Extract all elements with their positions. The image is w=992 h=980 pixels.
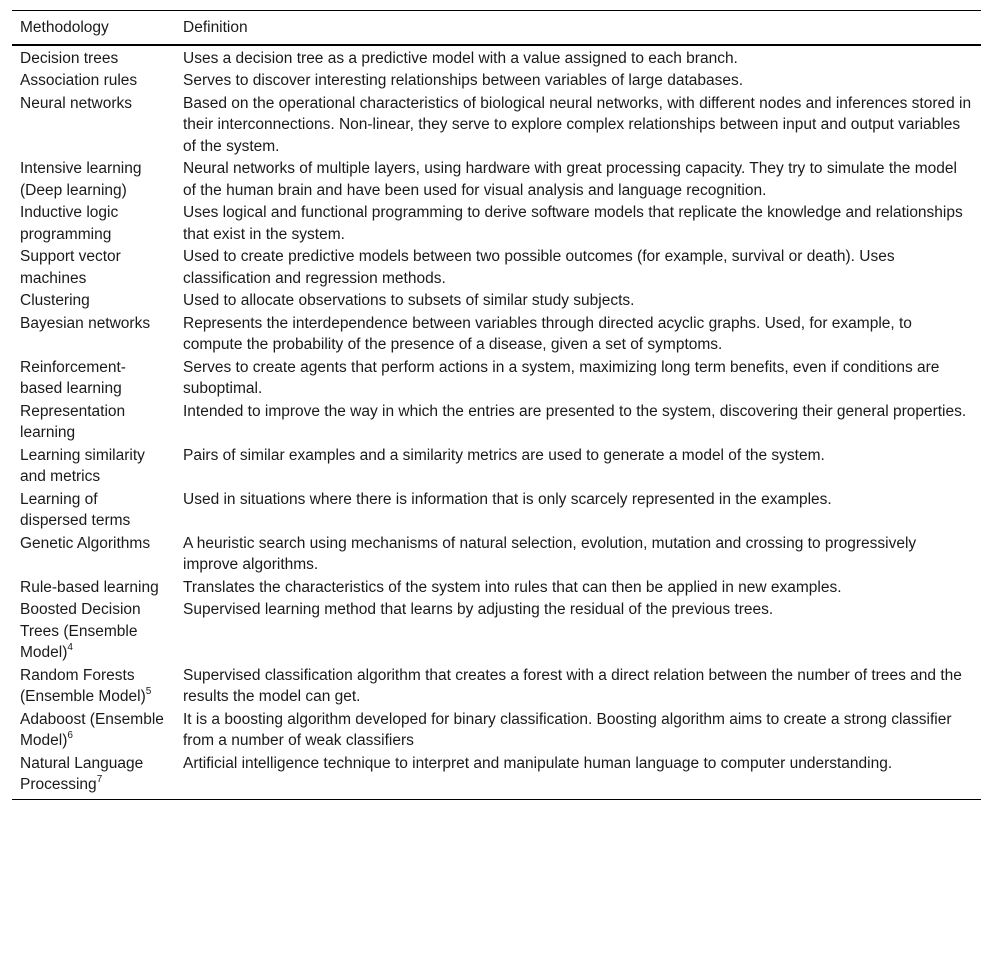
methodology-name: Bayesian networks (20, 314, 151, 332)
definition-cell: Based on the operational characteristics of biological neural networks, with different nodes and inferences stored in their interconnections. Non-linear, they serve to explore complex relationships between input and output variables of the system. (183, 94, 972, 155)
table-row (12, 577, 981, 600)
table-row (12, 313, 981, 357)
reference-superscript: 7 (96, 773, 103, 785)
methodology-name: Adaboost (Ensemble Model) (20, 710, 164, 749)
table-header (12, 11, 981, 45)
methodology-cell (12, 599, 175, 665)
methodology-name: Inductive logic programming (20, 204, 119, 243)
methodology-cell (12, 577, 175, 600)
table-row (12, 70, 981, 93)
reference-superscript: 5 (145, 685, 152, 697)
methodology-cell (12, 753, 175, 800)
definition-cell: Artificial intelligence technique to interpret and manipulate human language to computer understanding. (183, 754, 893, 772)
table-row (12, 445, 981, 489)
methodology-cell (12, 70, 175, 93)
definition-cell: Used to create predictive models between two possible outcomes (for example, survival or death). Uses classification and regression methods. (183, 248, 895, 287)
methodology-cell (12, 45, 175, 71)
methodology-name: Boosted Decision Trees (Ensemble Model) (20, 601, 141, 661)
methodology-cell (12, 290, 175, 313)
methodology-cell (12, 489, 175, 533)
methodology-cell (12, 158, 175, 202)
methodology-cell (12, 313, 175, 357)
methodology-table-container (12, 10, 981, 800)
table-row (12, 158, 981, 202)
table-row (12, 599, 981, 665)
table-row (12, 357, 981, 401)
definition-cell: Used to allocate observations to subsets of similar study subjects. (183, 292, 635, 309)
table-row (12, 202, 981, 246)
methodology-name: Representation learning (20, 402, 126, 441)
reference-superscript: 4 (67, 641, 73, 653)
methodology-name: Support vector machines (20, 248, 121, 287)
methodology-table (12, 10, 981, 800)
definition-cell: Represents the interdependence between variables through directed acyclic graphs. Used, for example, to compute the probability of the presence of a disease, given a set of symptoms. (183, 314, 912, 353)
methodology-name: Intensive learning (Deep learning) (20, 160, 142, 199)
definition-cell: Serves to discover interesting relationships between variables of large databases. (183, 72, 744, 89)
methodology-cell (12, 445, 175, 489)
definition-cell: Neural networks of multiple layers, using hardware with great processing capacity. They try to simulate the model of the human brain and have been used for visual analysis and language recognition. (183, 160, 957, 199)
methodology-cell (12, 533, 175, 577)
definition-cell: Supervised classification algorithm that creates a forest with a direct relation between the number of trees and the results the model can get. (183, 666, 962, 705)
table-row (12, 290, 981, 313)
methodology-cell (12, 202, 175, 246)
methodology-cell (12, 246, 175, 290)
definition-cell: Uses logical and functional programming to derive software models that replicate the knowledge and relationships that exist in the system. (183, 204, 963, 243)
methodology-cell (12, 401, 175, 445)
methodology-name: Association rules (20, 72, 138, 89)
definition-cell: Used in situations where there is information that is only scarcely represented in the examples. (183, 490, 832, 508)
methodology-name: Clustering (20, 292, 90, 309)
table-row (12, 45, 981, 71)
table-row (12, 753, 981, 800)
methodology-name: Decision trees (20, 49, 119, 67)
definition-cell: Uses a decision tree as a predictive model with a value assigned to each branch. (183, 49, 738, 67)
methodology-name: Genetic Algorithms (20, 534, 151, 552)
methodology-cell (12, 665, 175, 709)
table-row (12, 246, 981, 290)
methodology-cell (12, 357, 175, 401)
methodology-name: Rule-based learning (20, 578, 159, 596)
table-body (12, 45, 981, 800)
definition-cell: Translates the characteristics of the system into rules that can then be applied in new examples. (183, 578, 842, 596)
definition-cell: A heuristic search using mechanisms of natural selection, evolution, mutation and crossing to progressively improve algorithms. (183, 534, 917, 573)
table-row (12, 93, 981, 159)
definition-cell: It is a boosting algorithm developed for binary classification. Boosting algorithm aims to create a strong classifier from a number of weak classifiers (183, 710, 952, 749)
definition-cell: Supervised learning method that learns by adjusting the residual of the previous trees. (183, 601, 774, 618)
header-row (12, 11, 981, 45)
header-definition: Definition (183, 19, 248, 36)
methodology-name: Random Forests (Ensemble Model) (20, 666, 146, 705)
methodology-name: Neural networks (20, 94, 132, 112)
methodology-name: Learning of dispersed terms (20, 490, 131, 529)
table-row (12, 401, 981, 445)
methodology-name: Reinforcement-based learning (20, 358, 126, 397)
table-row (12, 709, 981, 753)
header-methodology: Methodology (20, 19, 109, 36)
definition-cell: Pairs of similar examples and a similarity metrics are used to generate a model of the system. (183, 446, 825, 464)
methodology-cell (12, 709, 175, 753)
definition-cell: Intended to improve the way in which the entries are presented to the system, discovering their general properties. (183, 402, 967, 420)
reference-superscript: 6 (67, 729, 73, 741)
table-row (12, 665, 981, 709)
methodology-name: Learning similarity and metrics (20, 446, 145, 485)
definition-cell: Serves to create agents that perform actions in a system, maximizing long term benefits, even if conditions are suboptimal. (183, 358, 940, 397)
methodology-name: Natural Language Processing (20, 754, 144, 793)
table-row (12, 533, 981, 577)
methodology-cell (12, 93, 175, 159)
table-row (12, 489, 981, 533)
